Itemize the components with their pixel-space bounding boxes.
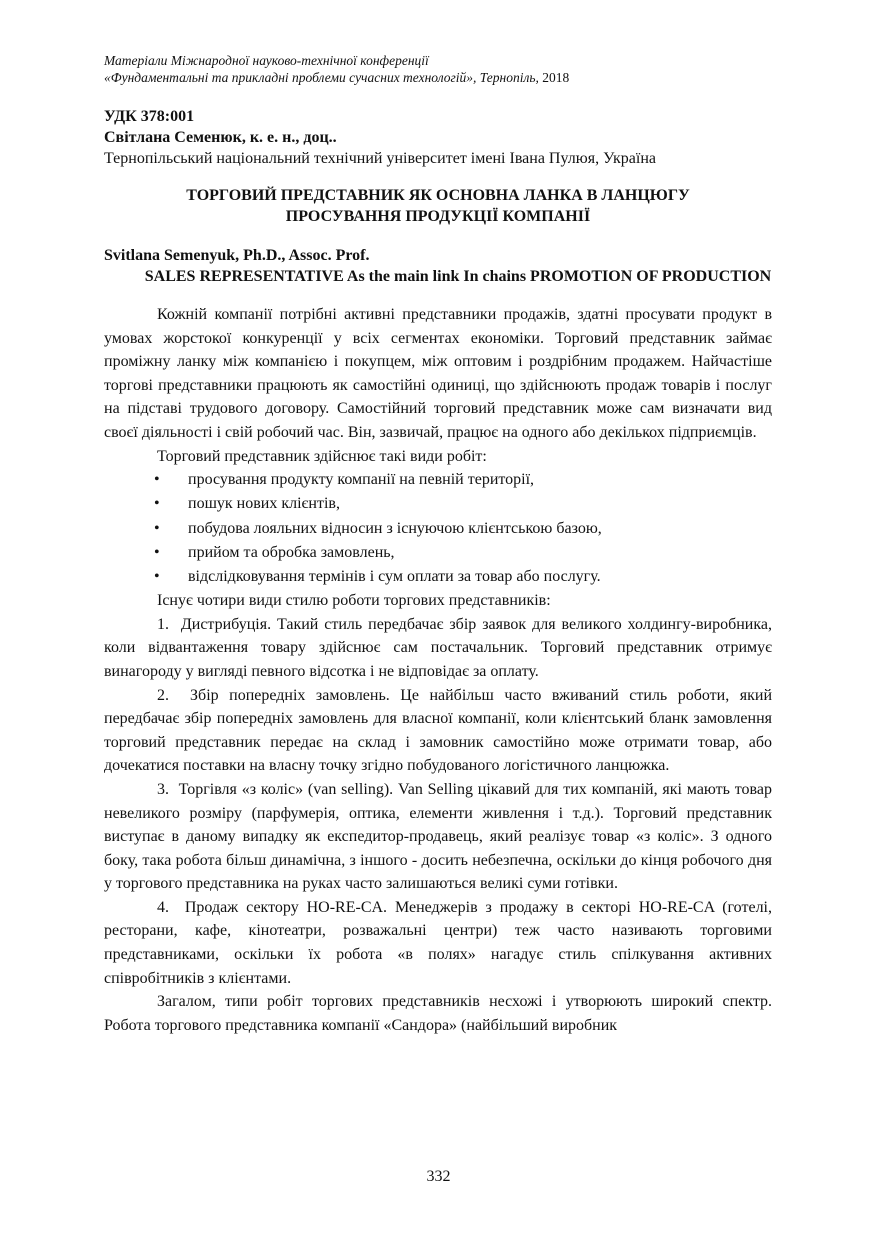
paper-title-english: SALES REPRESENTATIVE As the main link In chains PROMOTION OF PRODUCTION [144, 268, 772, 285]
bullet-item [104, 541, 772, 565]
bullet-text: просування продукту компанії на певній території, [188, 471, 535, 489]
bullet-text: відслідковування термінів і сум оплати за товар або послугу. [188, 567, 601, 585]
conference-year: 2018 [538, 70, 570, 85]
page-number: 332 [426, 1168, 451, 1185]
styles-intro-paragraph: Існує чотири види стилю роботи торгових представників: [157, 592, 551, 610]
bullet-item [104, 517, 772, 541]
paper-body [104, 303, 772, 1037]
conference-header-line2 [104, 69, 772, 86]
bullet-icon: • [154, 567, 160, 585]
bullet-item [104, 565, 772, 589]
author-name: Світлана Семенюк, к. е. н., доц.. [104, 129, 337, 146]
paper-page [104, 52, 772, 1037]
bullet-icon: • [154, 543, 160, 561]
bullet-item [104, 468, 772, 492]
style-item-preorders: 2. Збір попередніх замовлень. Це найбільш часто вживаний стиль роботи, який передбачає збір попередніх замовлень для власної компанії, коли клієнтський бланк замовлення торговий представник передає на склад і замовник самостійно може отримати товар, або дочекатися поставки на власну точку згідно побудованого логістичного ланцюжка. [104, 686, 772, 775]
style-item-horeca: 4. Продаж сектору HO-RE-CA. Менеджерів з продажу в секторі HO-RE-CA (готелі, ресторани, кафе, кінотеатри, розважальні центри) теж часто називають торговими представниками, оскільки їх робота «в полях» нагадує стиль спілкування активних співробітників з клієнтами. [104, 898, 772, 987]
bullet-text: побудова лояльних відносин з існуючою клієнтською базою, [188, 519, 602, 537]
bullet-text: пошук нових клієнтів, [188, 495, 340, 513]
intro-paragraph: Кожній компанії потрібні активні представники продажів, здатні просувати продукт в умовах жорстокої конкуренції у всіх сегментах економіки. Торговий представник займає проміжну ланку між компанією і покупцем, між оптовим і роздрібним продажем. Найчастіше торгові представники працюють як самостійні одиниці, що здійснюють продаж товарів і послуг на підставі трудового договору. Самостійний торговий представник може сам визначати вид своєї діяльності і свій робочий час. Він, зазвичай, працює на одного або декількох підприємців. [104, 306, 772, 441]
conference-header-line1: Матеріали Міжнародної науково-технічної конференції [104, 53, 429, 68]
style-item-van-selling: 3. Торгівля «з коліс» (van selling). Van Selling цікавий для тих компаній, які мають товар невеликого розміру (парфумерія, оптика, елементи живлення і т.д.). Торговий представник виступає в даному випадку як експедитор-продавець, який реалізує товар «з коліс». З одного боку, така робота більш динамічна, з іншого - досить небезпечна, оскільки до кінця робочого дня у торгового представника на руках часто залишаються великі суми готівки. [104, 780, 772, 893]
conference-name: «Фундаментальні та прикладні проблеми сучасних технологій», Тернопіль, [104, 70, 539, 85]
conclusion-paragraph: Загалом, типи робіт торгових представників несхожі і утворюють широкий спектр. Робота торгового представника компанії «Сандора» (найбільший виробник [104, 993, 772, 1034]
works-intro-paragraph: Торговий представник здійснює такі види робіт: [157, 447, 487, 465]
paper-title-ukrainian: ТОРГОВИЙ ПРЕДСТАВНИК ЯК ОСНОВНА ЛАНКА В ЛАНЦЮГУ ПРОСУВАННЯ ПРОДУКЦІЇ КОМПАНІЇ [186, 187, 690, 225]
udk-code: УДК 378:001 [104, 108, 195, 125]
bullet-text: прийом та обробка замовлень, [188, 543, 395, 561]
author-affiliation: Тернопільський національний технічний університет імені Івана Пулюя, Україна [104, 150, 656, 167]
conference-header [104, 52, 772, 86]
bullet-icon: • [154, 495, 160, 513]
author-name-english: Svitlana Semenyuk, Ph.D., Assoc. Prof. [104, 247, 370, 264]
bullet-icon: • [154, 519, 160, 537]
bullet-icon: • [154, 471, 160, 489]
works-bullet-list [104, 468, 772, 589]
style-item-distribution: 1. Дистрибуція. Такий стиль передбачає збір заявок для великого холдингу-виробника, коли відвантаження товару здійснює сам постачальник. Торговий представник отримує винагороду у вигляді певного відсотка і не відповідає за оплату. [104, 615, 772, 680]
bullet-item [104, 492, 772, 516]
